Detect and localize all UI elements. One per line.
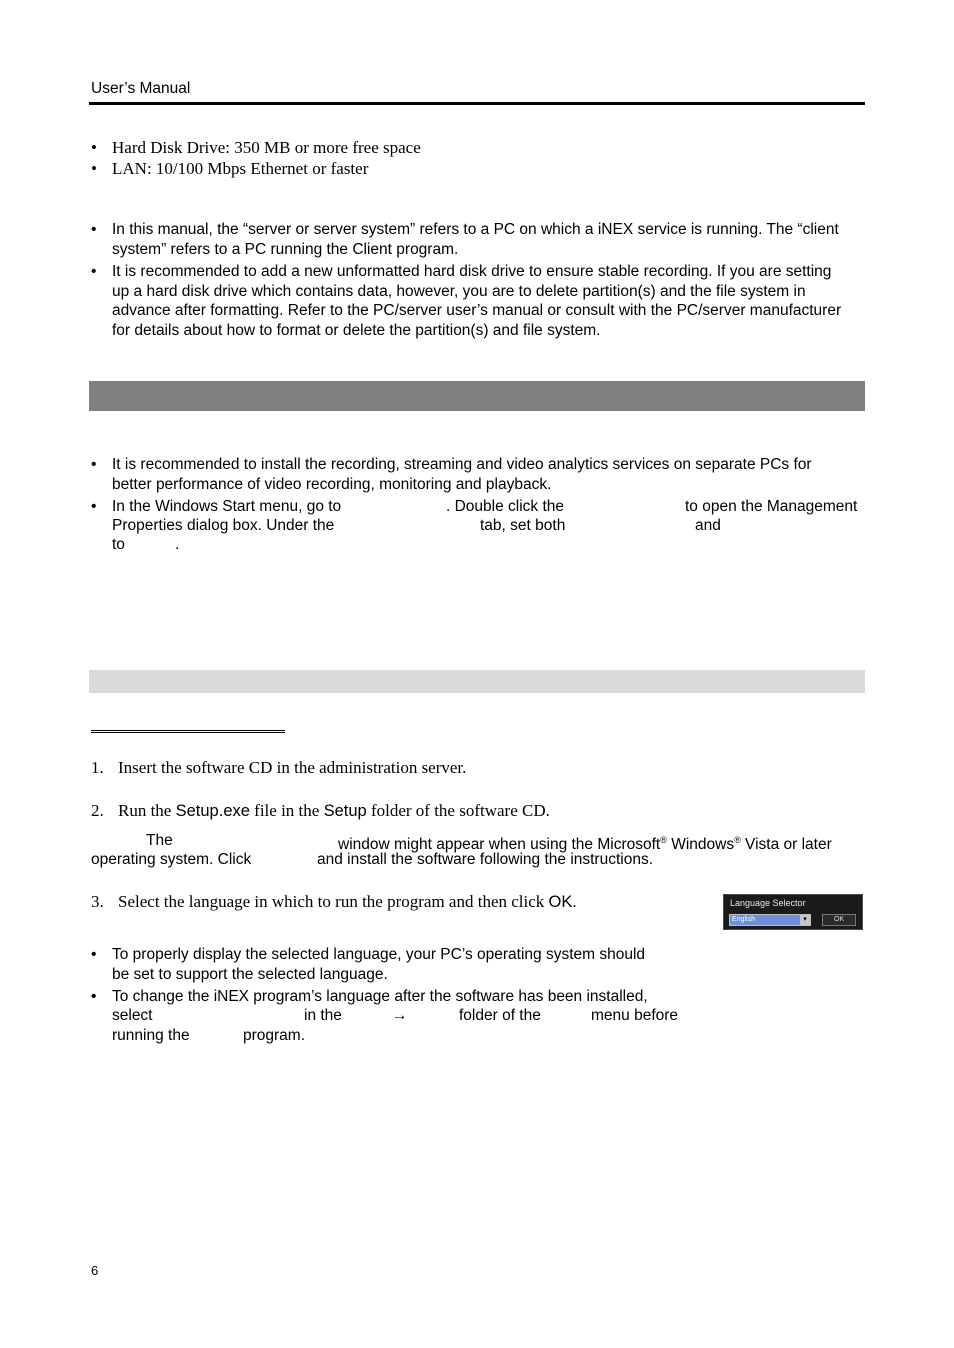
note-fragment: in the [304, 1007, 342, 1024]
page-number: 6 [91, 1263, 99, 1278]
header-rule [89, 102, 865, 105]
heading-underline [91, 730, 285, 733]
ok-keyword: OK [548, 893, 573, 911]
language-selector-window [723, 894, 863, 930]
note-fragment: Properties dialog box. Under the [112, 517, 335, 534]
note-fragment: In the Windows Start menu, go to [112, 498, 342, 515]
note-line: advance after formatting. Refer to the PC/server user’s manual or consult with the PC/server manufacturer [112, 302, 842, 319]
note-fragment: tab, set both [480, 517, 566, 534]
note-fragment: and [695, 517, 721, 534]
note-fragment: The [146, 832, 173, 849]
ok-button[interactable]: OK [822, 914, 856, 926]
arrow-icon: → [392, 1007, 408, 1024]
note-fragment: running the [112, 1027, 190, 1044]
page-header-title: User’s Manual [91, 80, 191, 97]
bullet-icon: • [91, 988, 97, 1005]
requirement-text: Hard Disk Drive: 350 MB or more free space [112, 138, 421, 157]
step-text: Select the language in which to run the program and then click OK. [118, 892, 577, 911]
note-fragment: to open the Management [685, 498, 858, 515]
note-line: To properly display the selected language, your PC’s operating system should [112, 946, 646, 963]
note-fragment: program. [243, 1027, 306, 1044]
note-line: In this manual, the “server or server system” refers to a PC on which a iNEX service is running. The “client [112, 221, 839, 238]
chevron-down-icon[interactable]: ▾ [800, 915, 810, 925]
language-selector-title: Language Selector [730, 898, 806, 908]
note-line: It is recommended to add a new unformatted hard disk drive to ensure stable recording. If you are setting [112, 263, 832, 280]
bullet-icon: • [91, 138, 97, 157]
bullet-icon: • [91, 456, 97, 473]
note-fragment: window might appear when using the Microsoft® Windows® Vista or later [338, 835, 832, 854]
requirement-text: LAN: 10/100 Mbps Ethernet or faster [112, 159, 369, 178]
note-fragment: folder of the [459, 1007, 541, 1024]
note-line: up a hard disk drive which contains data, however, you are to delete partition(s) and the file system in [112, 282, 806, 300]
note-fragment: select [112, 1007, 153, 1024]
note-fragment: . Double click the [446, 498, 565, 515]
language-dropdown[interactable] [729, 914, 811, 926]
bullet-icon: • [91, 498, 97, 515]
section-heading-band [89, 381, 865, 411]
note-fragment: menu before [591, 1007, 679, 1024]
folder-name: Setup [323, 802, 367, 820]
note-line: for details about how to format or delete the partition(s) and file system. [112, 321, 601, 339]
step-number: 2. [91, 801, 104, 820]
bullet-icon: • [91, 221, 97, 238]
step-number: 1. [91, 758, 104, 777]
note-line: be set to support the selected language. [112, 965, 388, 983]
note-line: better performance of video recording, monitoring and playback. [112, 475, 552, 493]
note-fragment: operating system. Click [91, 851, 252, 868]
step-text: Run the Setup.exe file in the Setup folder of the software CD. [118, 801, 550, 820]
step-text: Insert the software CD in the administration server. [118, 758, 467, 777]
bullet-icon: • [91, 159, 97, 178]
note-fragment: and install the software following the instructions. [317, 851, 654, 868]
language-dropdown-value: English [732, 916, 755, 923]
subsection-heading-band [89, 670, 865, 693]
note-line: system” refers to a PC running the Client program. [112, 240, 459, 258]
step-number: 3. [91, 892, 104, 911]
note-line: It is recommended to install the recording, streaming and video analytics services on separate PCs for [112, 456, 812, 473]
note-fragment: . [175, 536, 180, 553]
bullet-icon: • [91, 263, 97, 280]
file-name: Setup.exe [175, 802, 250, 820]
bullet-icon: • [91, 946, 97, 963]
note-line: To change the iNEX program’s language after the software has been installed, [112, 988, 648, 1005]
note-fragment: to [112, 536, 125, 553]
